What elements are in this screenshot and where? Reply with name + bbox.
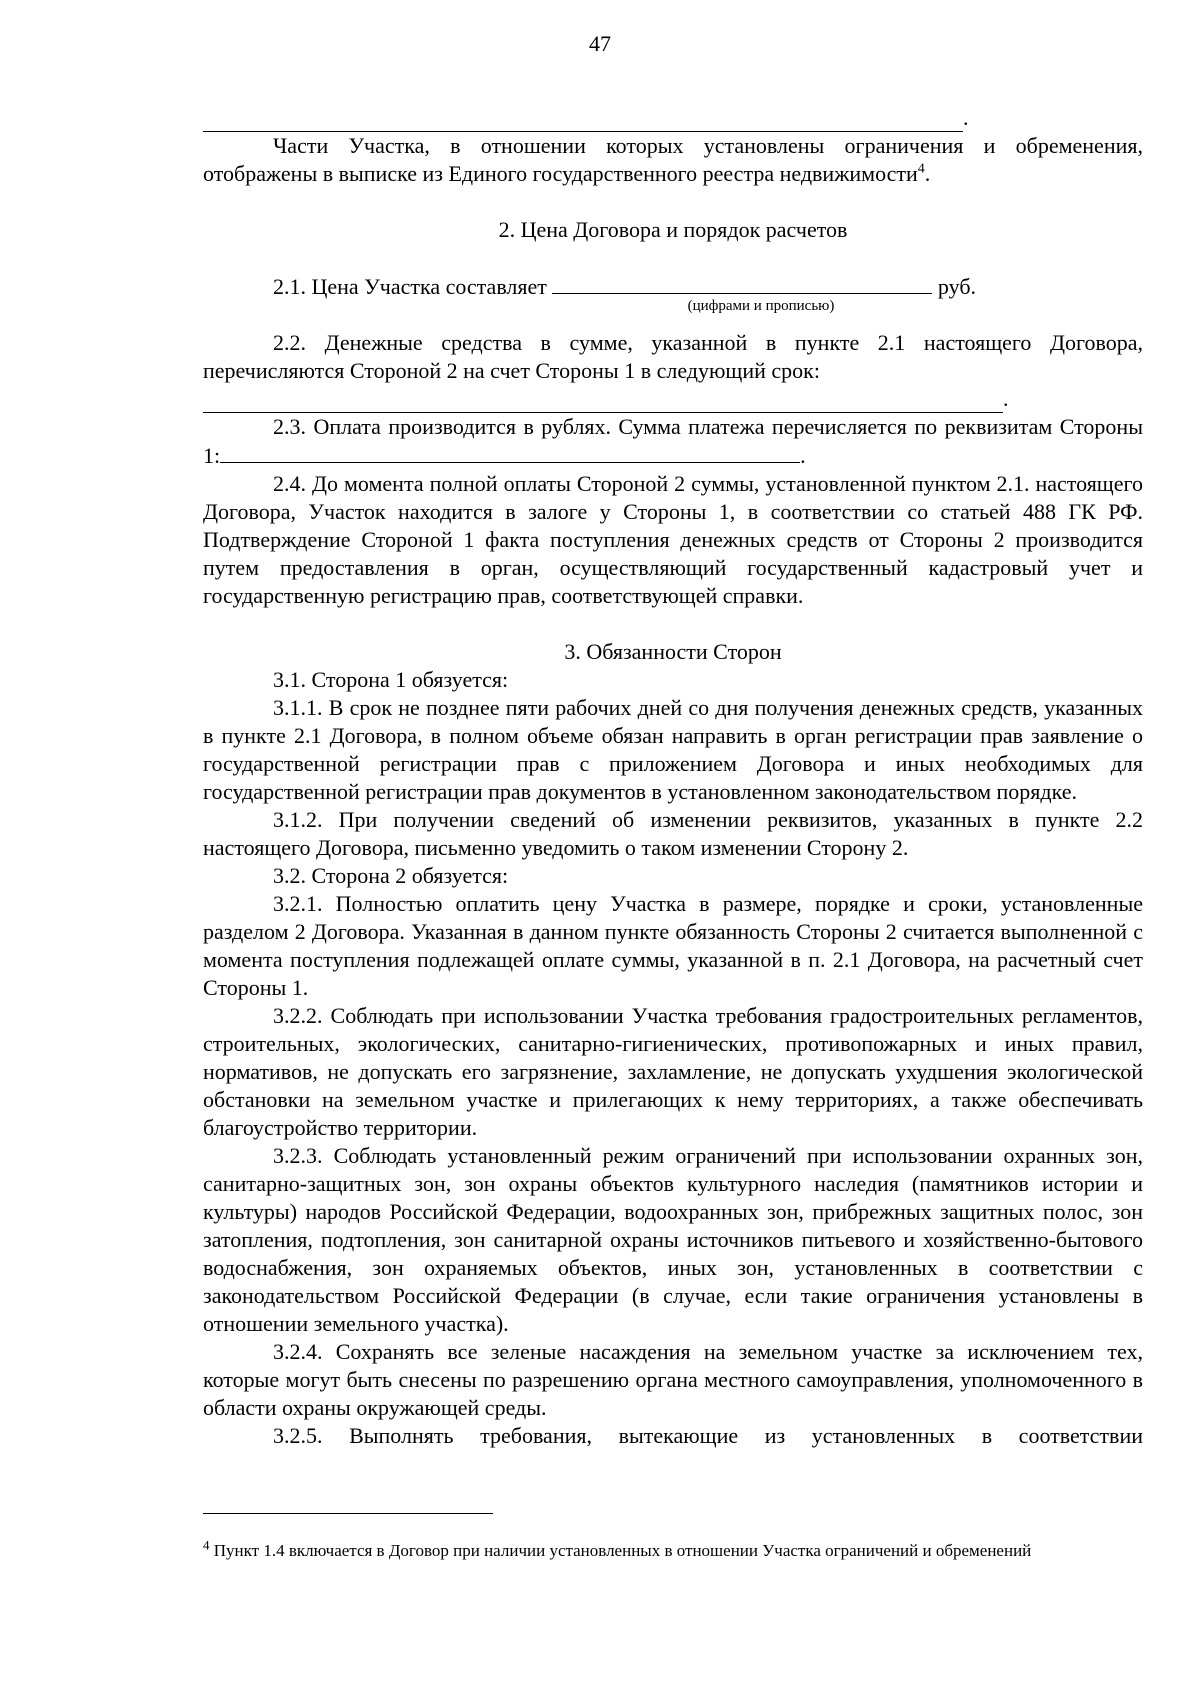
clause-3-2-1: 3.2.1. Полностью оплатить цену Участка в размере, порядке и сроки, установленные разделом 2 Договора. Указанная в данном пункте обязанность Стороны 2 считается выполненной с момента поступления подлежащей оплате суммы, указанной в п. 2.1 Договора, на расчетный счет Стороны 1. [203,891,1143,1000]
clause-2-1-prefix: 2.1. Цена Участка составляет [273,274,547,299]
intro-fill-blank [203,110,963,132]
clause-2-2: 2.2. Денежные средства в сумме, указанной в пункте 2.1 настоящего Договора, перечисляются Стороной 2 на счет Стороны 1 в следующий срок: [203,330,1143,383]
footnote-ref: 4 [917,161,925,177]
clause-2-2-end: . [1003,386,1009,411]
clause-3-2-4: 3.2.4. Сохранять все зеленые насаждения на земельном участке за исключением тех, которые могут быть снесены по разрешению органа местного самоуправления, уполномоченного в области охраны окружающей среды. [203,1339,1143,1420]
clause-2-4: 2.4. До момента полной оплаты Стороной 2 суммы, установленной пунктом 2.1. настоящего Договора, Участок находится в залоге у Стороны 1, в соответствии со статьей 488 ГК РФ. Подтверждение Стороной 1 факта поступления денежных средств от Стороны 2 производится путем предоставления в орган, осуществляющий государственный кадастровый учет и государственную регистрацию прав, соответствующей справки. [203,471,1143,608]
price-fill-blank [552,272,932,294]
intro-paragraph [203,132,1143,188]
footnote-text: Пункт 1.4 включается в Договор при наличии установленных в отношении Участка ограничений и обременений [213,1541,1032,1560]
clause-3-1: 3.1. Сторона 1 обязуется: [273,667,509,692]
footnote-separator [203,1513,493,1514]
clause-2-3-text: 2.3. Оплата производится в рублях. Сумма платежа перечисляется по реквизитам Стороны 1: [203,414,1143,468]
page-number: 47 [589,31,611,56]
section-3-title: 3. Обязанности Сторон [564,639,782,664]
intro-end: . [924,161,931,186]
intro-text: Части Участка, в отношении которых установлены ограничения и обременения, отображены в выписке из Единого государственного реестра недвижимости [203,133,1143,186]
intro-blank-dot: . [963,105,969,130]
price-hint: (цифрами и прописью) [687,298,835,314]
clause-3-2-3: 3.2.3. Соблюдать установленный режим ограничений при использовании охранных зон, санитарно-защитных зон, зон охраны объектов культурного наследия (памятников истории и культуры) народов Российской Федерации, водоохранных зон, прибрежных защитных полос, зон затопления, подтопления, зон санитарной охраны источников питьевого и хозяйственно-бытового водоснабжения, зон охраняемых объектов, иных зон, установленных в соответствии с законодательством Российской Федерации (в случае, если такие ограничения установлены в отношении земельного участка). [203,1143,1143,1336]
clause-3-2: 3.2. Сторона 2 обязуется: [273,863,509,888]
requisites-blank [220,441,800,463]
intro-blank-line [203,104,1143,132]
clause-2-1 [203,272,1143,301]
clause-2-3-end: . [800,443,806,468]
footnote [203,1537,1103,1562]
clause-3-1-2: 3.1.2. При получении сведений об изменении реквизитов, указанных в пункте 2.2 настоящего Договора, письменно уведомить о таком изменении Сторону 2. [203,807,1143,860]
clause-2-2-blank-line [203,385,1143,413]
section-2-title: 2. Цена Договора и порядок расчетов [498,217,848,242]
clause-2-1-suffix: руб. [937,274,977,299]
document-body [203,104,1143,1450]
clause-2-3 [203,413,1143,470]
payment-term-blank [203,391,1003,413]
clause-3-2-2: 3.2.2. Соблюдать при использовании Участка требования градостроительных регламентов, строительных, экологических, санитарно-гигиенических, противопожарных и иных правил, нормативов, не допускать его загрязнение, захламление, не допускать ухудшения экологической обстановки на земельном участке и прилегающих к нему территориях, а также обеспечивать благоустройство территории. [203,1003,1143,1140]
clause-3-2-5: 3.2.5. Выполнять требования, вытекающие из установленных в соответствии [273,1423,1143,1448]
clause-3-1-1: 3.1.1. В срок не позднее пяти рабочих дней со дня получения денежных средств, указанных в пункте 2.1 Договора, в полном объеме обязан направить в орган регистрации прав заявление о государственной регистрации прав с приложением Договора и иных необходимых для государственной регистрации прав документов в установленном законодательством порядке. [203,695,1143,804]
footnote-number: 4 [203,1537,210,1553]
